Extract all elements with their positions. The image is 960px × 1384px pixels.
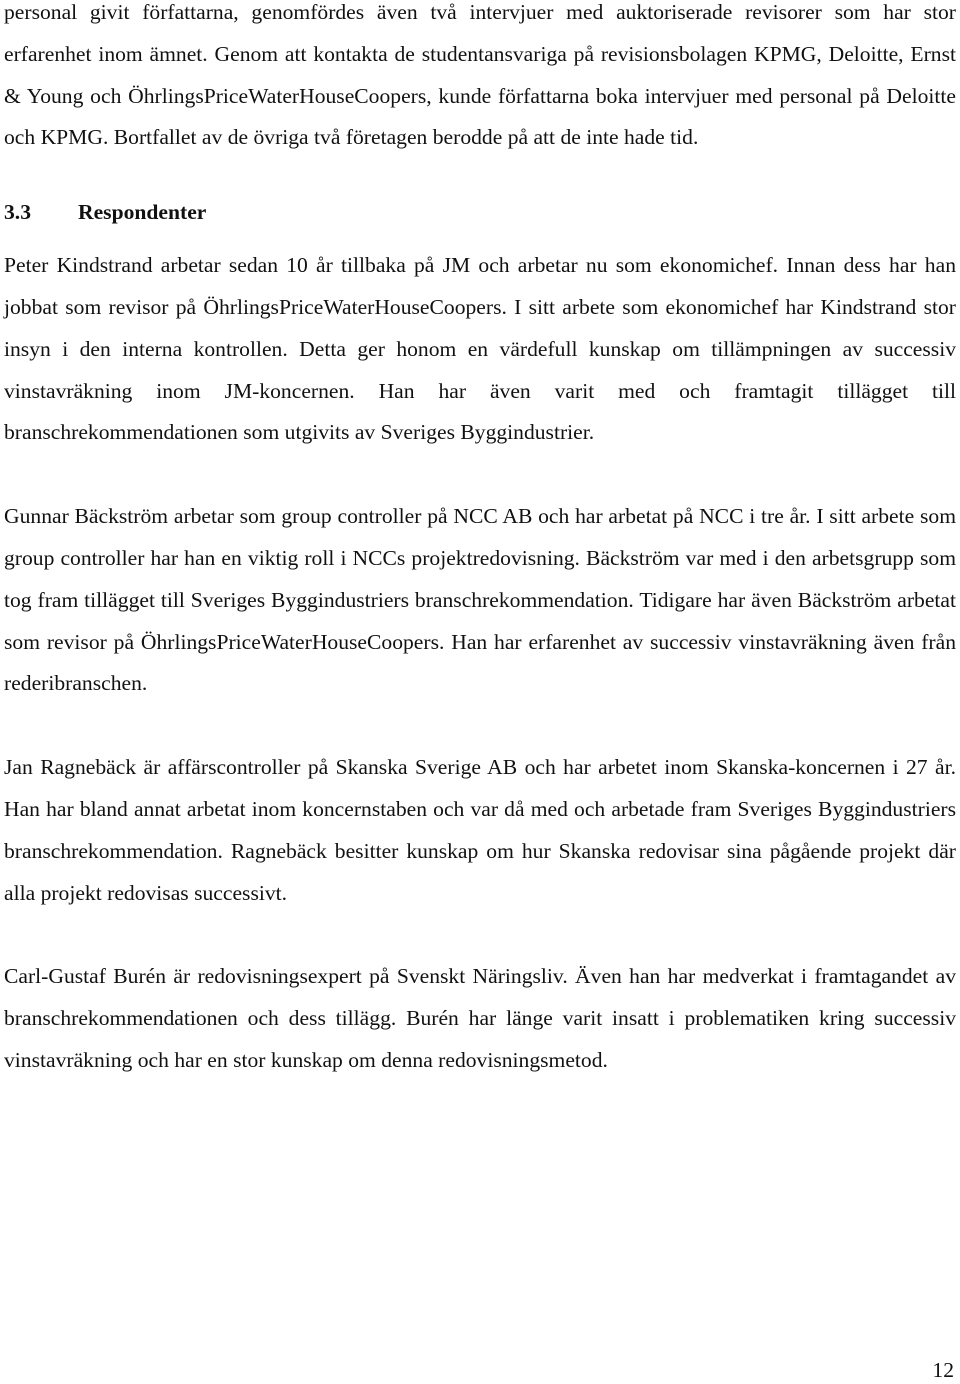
section-number: 3.3 — [4, 200, 31, 225]
page-number: 12 — [932, 1358, 954, 1382]
intro-paragraph: personal givit författarna, genomfördes även två intervjuer med auktoriserade revisorer som har stor erfarenhet inom ämnet. Genom att kontakta de studentansvariga på revisionsbolagen KPMG, Deloitte, Ernst & Young och ÖhrlingsPriceWaterHouseCoopers, kunde författarna boka intervjuer med personal på Deloitte och KPMG. Bortfallet av de övriga två företagen berodde på att de inte hade tid. — [4, 0, 956, 150]
paragraph-ragneback: Jan Ragnebäck är affärscontroller på Skanska Sverige AB och har arbetet inom Skanska-koncernen i 27 år. Han har bland annat arbetat inom koncernstaben och var då med och arbetade fram Sveriges Byggindustriers branschrekommendation. Ragnebäck besitter kunskap om hur Skanska redovisar sina pågående projekt där alla projekt redovisas successivt. — [4, 755, 956, 905]
paragraph-kindstrand: Peter Kindstrand arbetar sedan 10 år tillbaka på JM och arbetar nu som ekonomichef. Innan dess har han jobbat som revisor på ÖhrlingsPriceWaterHouseCoopers. I sitt arbete som ekonomichef har Kindstrand stor insyn i den interna kontrollen. Detta ger honom en värdefull kunskap om tillämpningen av successiv vinstavräkning inom JM-koncernen. Han har även varit med och framtagit tillägget till branschrekommendationen som utgivits av Sveriges Byggindustrier. — [4, 253, 956, 445]
section-heading — [4, 192, 956, 232]
paragraph-buren: Carl-Gustaf Burén är redovisningsexpert på Svenskt Näringsliv. Även han har medverkat i framtagandet av branschrekommendationen och dess tillägg. Burén har länge varit insatt i problematiken kring successiv vinstavräkning och har en stor kunskap om denna redovisningsmetod. — [4, 964, 956, 1072]
section-title: Respondenter — [78, 200, 207, 225]
paragraph-backstrom: Gunnar Bäckström arbetar som group controller på NCC AB och har arbetat på NCC i tre år. I sitt arbete som group controller har han en viktig roll i NCCs projektredovisning. Bäckström var med i den arbetsgrupp som tog fram tillägget till Sveriges Byggindustriers branschrekommendation. Tidigare har även Bäckström arbetat som revisor på ÖhrlingsPriceWaterHouseCoopers. Han har erfarenhet av successiv vinstavräkning även från rederibranschen. — [4, 504, 956, 696]
document-page — [4, 0, 956, 1082]
